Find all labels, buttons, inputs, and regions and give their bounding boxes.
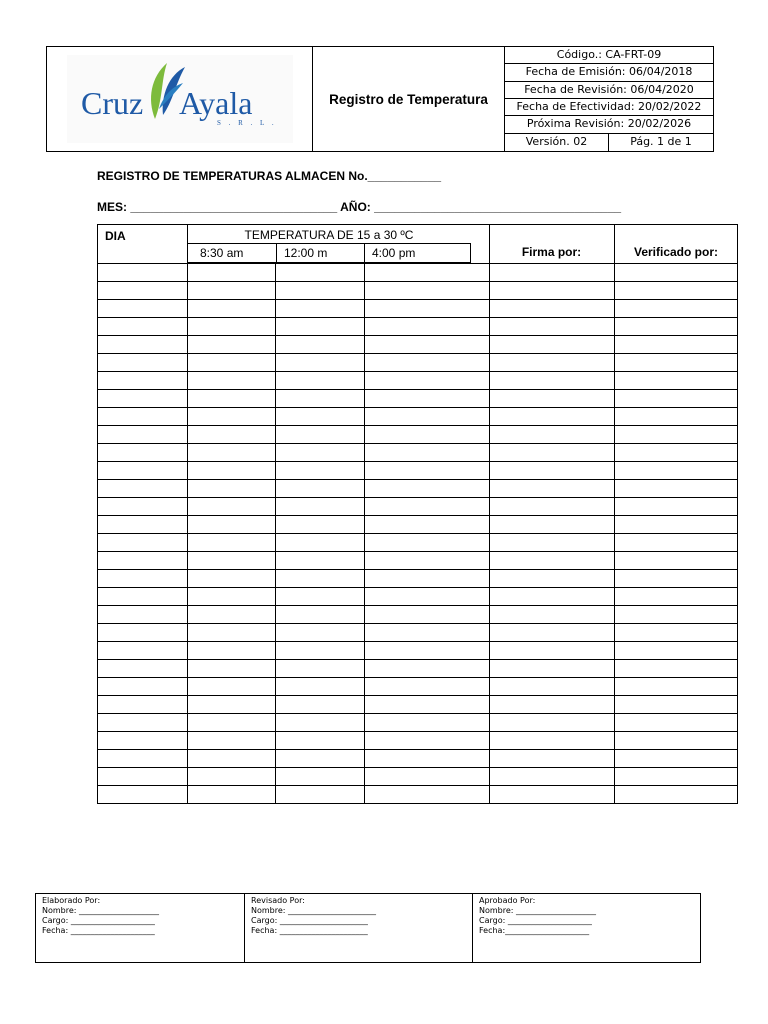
footer-aprobado-cargo: Cargo: _____________________ [479, 916, 592, 925]
row-divider [98, 317, 737, 318]
header-firma: Firma por: [521, 245, 582, 259]
row-divider [98, 389, 737, 390]
row-divider [98, 371, 737, 372]
meta-issue-date: Fecha de Emisión: 06/04/2018 [505, 64, 713, 81]
document-title: Registro de Temperatura [313, 47, 505, 151]
row-divider [98, 695, 737, 696]
row-divider [98, 479, 737, 480]
row-divider [98, 551, 737, 552]
meta-version-row [505, 134, 713, 151]
row-divider [98, 569, 737, 570]
row-divider [98, 713, 737, 714]
row-divider [98, 587, 737, 588]
row-divider [98, 677, 737, 678]
row-divider [98, 497, 737, 498]
row-divider [98, 425, 737, 426]
row-divider [98, 443, 737, 444]
row-divider [98, 659, 737, 660]
row-divider [98, 623, 737, 624]
almacen-line: REGISTRO DE TEMPERATURAS ALMACEN No.___________ [97, 169, 442, 183]
logo-name-right: Ayala [179, 85, 253, 121]
row-divider [98, 641, 737, 642]
footer-aprobado-nombre: Nombre: ____________________ [479, 906, 597, 915]
company-logo [67, 55, 293, 143]
row-divider [98, 749, 737, 750]
footer-elaborado-nombre: Nombre: ____________________ [42, 906, 160, 915]
row-divider [98, 263, 737, 264]
row-divider [98, 299, 737, 300]
row-divider [98, 785, 737, 786]
meta-code: Código.: CA-FRT-09 [505, 47, 713, 64]
footer-aprobado-fecha: Fecha:_____________________ [479, 926, 590, 935]
meta-next-revision: Próxima Revisión: 20/02/2026 [505, 116, 713, 133]
row-divider [98, 281, 737, 282]
row-divider [98, 515, 737, 516]
column-divider [614, 225, 615, 803]
approval-footer [35, 893, 701, 963]
time-subheader [187, 243, 471, 263]
meta-effective-date: Fecha de Efectividad: 20/02/2022 [505, 99, 713, 116]
footer-elaborado-fecha: Fecha: _____________________ [42, 926, 155, 935]
logo-suffix: S . R . L . [217, 119, 277, 127]
footer-revisado-fecha: Fecha: ______________________ [251, 926, 368, 935]
mes-ano-line: MES: _______________________________ AÑO: _____________________________________ [97, 200, 622, 214]
meta-version: Versión. 02 [505, 134, 609, 151]
row-divider [98, 461, 737, 462]
footer-elaborado-cargo: Cargo: _____________________ [42, 916, 155, 925]
footer-aprobado [473, 894, 700, 962]
column-divider [489, 225, 490, 803]
logo-name-left: Cruz [81, 85, 144, 121]
document-header [46, 46, 714, 152]
time-1200: 12:00 m [284, 246, 328, 260]
row-divider [98, 767, 737, 768]
footer-revisado-nombre: Nombre: ______________________ [251, 906, 377, 915]
row-divider [98, 731, 737, 732]
row-divider [98, 335, 737, 336]
header-temperature: TEMPERATURA DE 15 a 30 ºC [244, 228, 414, 242]
time-830: 8:30 am [200, 246, 244, 260]
row-divider [98, 353, 737, 354]
header-dia: DIA [105, 229, 126, 243]
row-divider [98, 533, 737, 534]
footer-aprobado-title: Aprobado Por: [479, 896, 536, 905]
document-meta [505, 47, 713, 151]
footer-revisado [245, 894, 473, 962]
row-divider [98, 605, 737, 606]
row-divider [98, 407, 737, 408]
column-divider [187, 225, 188, 803]
time-400: 4:00 pm [372, 246, 416, 260]
meta-page: Pág. 1 de 1 [630, 134, 692, 148]
footer-elaborado [36, 894, 245, 962]
footer-revisado-cargo: Cargo: ______________________ [251, 916, 368, 925]
temperature-table [97, 224, 738, 804]
meta-revision-date: Fecha de Revisión: 06/04/2020 [505, 82, 713, 99]
logo-cell [47, 47, 313, 151]
footer-revisado-title: Revisado Por: [251, 896, 305, 905]
footer-elaborado-title: Elaborado Por: [42, 896, 101, 905]
header-verificado: Verificado por: [633, 245, 719, 259]
